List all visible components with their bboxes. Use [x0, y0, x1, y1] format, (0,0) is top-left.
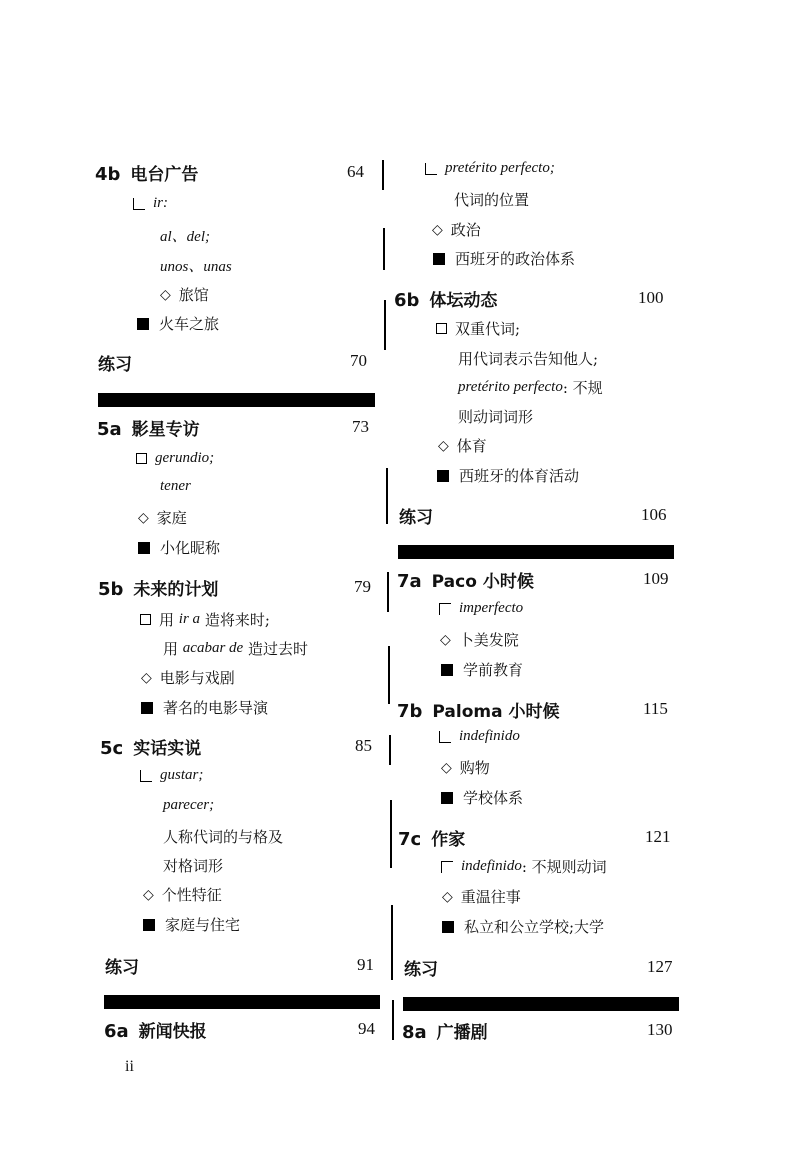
grammar-line: 用 ir a 造将来时; — [140, 609, 270, 630]
page-number: 91 — [357, 955, 374, 974]
folio-page-number: ii — [125, 1058, 134, 1075]
diamond-icon: ◇ — [441, 759, 452, 776]
grammar-line: 双重代词; — [436, 318, 520, 339]
unit-code: 7b — [397, 701, 423, 722]
section-divider — [98, 393, 375, 407]
page-number: 109 — [643, 569, 669, 588]
culture-line: 私立和公立学校;大学 — [442, 916, 604, 937]
grammar-line: gerundio; — [136, 450, 214, 467]
vocabulary-line: ◇ 卜美发院 — [440, 631, 519, 649]
grammar-line: 则动词词形 — [458, 408, 534, 426]
section-divider — [104, 995, 380, 1009]
unit-title: 实话实说 — [133, 739, 202, 759]
grammar-line: ir: — [133, 195, 168, 212]
section-divider — [398, 545, 674, 559]
culture-line: 学前教育 — [441, 659, 523, 680]
black-square-icon — [441, 664, 453, 676]
diamond-icon: ◇ — [141, 669, 152, 686]
page-number: 94 — [358, 1019, 375, 1038]
culture-line: 西班牙的政治体系 — [433, 248, 575, 269]
unit-code: 7c — [398, 829, 422, 850]
page-number: 100 — [638, 288, 664, 307]
black-square-icon — [137, 318, 149, 330]
page-number: 64 — [347, 162, 364, 181]
grammar-icon — [439, 731, 451, 743]
page-number: 85 — [355, 736, 372, 755]
black-square-icon — [441, 792, 453, 804]
black-square-icon — [143, 919, 155, 931]
grammar-icon — [439, 603, 451, 615]
grammar-line: pretérito perfecto : 不规 — [458, 379, 603, 397]
unit-title: 作家 — [431, 830, 466, 850]
unit-code: 4b — [95, 164, 121, 185]
vocabulary-line: ◇ 个性特征 — [143, 886, 222, 904]
exercise-heading[interactable]: 练习 — [98, 355, 132, 375]
unit-code: 5c — [100, 738, 124, 759]
black-square-icon — [442, 921, 454, 933]
vocabulary-line: ◇ 重温往事 — [442, 888, 521, 906]
page-number: 121 — [645, 827, 671, 846]
culture-line: 西班牙的体育活动 — [437, 465, 579, 486]
unit-5a-heading[interactable] — [97, 415, 200, 440]
unit-4b-heading[interactable] — [95, 160, 198, 185]
unit-code: 7a — [397, 571, 422, 592]
unit-7c-heading[interactable] — [398, 825, 465, 850]
diamond-icon: ◇ — [438, 437, 449, 454]
diamond-icon: ◇ — [440, 631, 451, 648]
unit-title: 新闻快报 — [138, 1022, 207, 1042]
grammar-icon — [140, 770, 152, 782]
grammar-line: indefinido : 不规则动词 — [441, 856, 607, 877]
page-number: 115 — [643, 699, 668, 718]
column-rule — [382, 160, 384, 190]
culture-line: 家庭与住宅 — [143, 914, 240, 935]
page-number: 130 — [647, 1020, 673, 1039]
exercise-heading[interactable]: 练习 — [105, 958, 139, 978]
unit-code: 6b — [394, 290, 420, 311]
culture-line: 火车之旅 — [137, 313, 219, 334]
grammar-icon — [436, 323, 447, 334]
unit-code: 5a — [97, 419, 122, 440]
page-number: 70 — [350, 351, 367, 370]
black-square-icon — [437, 470, 449, 482]
grammar-line: parecer; — [163, 797, 215, 813]
diamond-icon: ◇ — [432, 221, 443, 238]
vocabulary-line: ◇ 电影与戏剧 — [141, 669, 235, 687]
grammar-line: pretérito perfecto; — [425, 160, 555, 177]
grammar-icon — [140, 614, 151, 625]
grammar-icon — [133, 198, 145, 210]
page-number: 127 — [647, 957, 673, 976]
grammar-line: gustar; — [140, 767, 203, 784]
grammar-line: tener — [160, 478, 191, 494]
exercise-heading[interactable]: 练习 — [404, 960, 438, 980]
grammar-line: imperfecto — [439, 600, 523, 617]
grammar-icon — [441, 861, 453, 873]
unit-8a-heading[interactable] — [402, 1018, 488, 1043]
diamond-icon: ◇ — [143, 886, 154, 903]
unit-7a-heading[interactable] — [397, 567, 534, 592]
grammar-line: unos、unas — [160, 259, 232, 275]
exercise-heading[interactable]: 练习 — [399, 508, 433, 528]
diamond-icon: ◇ — [160, 286, 171, 303]
toc-right-column — [385, 0, 798, 1164]
page-number: 106 — [641, 505, 667, 524]
unit-7b-heading[interactable] — [397, 697, 560, 722]
grammar-line: 人称代词的与格及 — [163, 828, 284, 846]
culture-line: 学校体系 — [441, 787, 523, 808]
unit-title: 广播剧 — [436, 1023, 488, 1043]
unit-title: 体坛动态 — [429, 291, 498, 311]
grammar-line: 代词的位置 — [454, 191, 530, 209]
unit-6b-heading[interactable] — [394, 286, 497, 311]
page-number: 79 — [354, 577, 371, 596]
vocabulary-line: ◇ 家庭 — [138, 509, 187, 527]
page-number: 73 — [352, 417, 369, 436]
black-square-icon — [433, 253, 445, 265]
vocabulary-line: ◇ 政治 — [432, 221, 481, 239]
vocabulary-line: ◇ 购物 — [441, 759, 490, 777]
unit-code: 6a — [104, 1021, 129, 1042]
unit-title: 未来的计划 — [133, 580, 219, 600]
unit-code: 8a — [402, 1022, 427, 1043]
diamond-icon: ◇ — [138, 509, 149, 526]
unit-code: 5b — [98, 579, 124, 600]
black-square-icon — [141, 702, 153, 714]
grammar-line: 用 acabar de 造过去时 — [163, 640, 308, 658]
unit-title: Paloma 小时候 — [432, 702, 560, 722]
unit-5b-heading[interactable] — [98, 575, 218, 600]
section-divider — [403, 997, 679, 1011]
culture-line: 著名的电影导演 — [141, 697, 268, 718]
unit-6a-heading[interactable] — [104, 1017, 207, 1042]
unit-5c-heading[interactable] — [100, 734, 201, 759]
black-square-icon — [138, 542, 150, 554]
grammar-line: 用代词表示告知他人; — [458, 350, 599, 368]
grammar-line: indefinido — [439, 728, 520, 745]
unit-title: 电台广告 — [130, 165, 199, 185]
vocabulary-line: ◇ 体育 — [438, 437, 487, 455]
vocabulary-line: ◇ 旅馆 — [160, 286, 209, 304]
grammar-line: al、del; — [160, 229, 210, 245]
diamond-icon: ◇ — [442, 888, 453, 905]
grammar-icon — [136, 453, 147, 464]
grammar-icon — [425, 163, 437, 175]
culture-line: 小化昵称 — [138, 537, 220, 558]
unit-title: Paco 小时候 — [431, 572, 534, 592]
unit-title: 影星专访 — [131, 420, 200, 440]
grammar-line: 对格词形 — [163, 857, 224, 875]
